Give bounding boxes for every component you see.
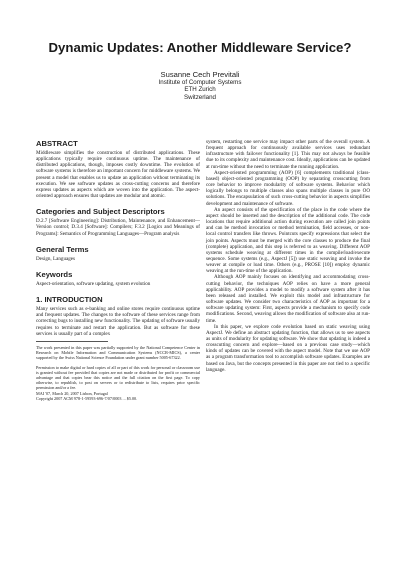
- affiliation-institute: Institute of Computer Systems: [158, 79, 242, 86]
- categories-text: D.2.7 [Software Engineering]: Distribution, Maintenance, and Enhancement—Version control; D.3.4 [Software]: Compilers; F.3.2 [Logics and Meanings of Programs]: Semantics of Programming Languages—Program analysis: [36, 218, 200, 237]
- general-terms-text: Design, Languages: [36, 255, 76, 262]
- author-name: Susanne Cech Previtali: [160, 70, 240, 79]
- body-paragraph: Although AOP mainly focuses on identifying and accommodating cross-cutting behavior, the techniques AOP relies on have a more general applicability. AOP provides a model to modify a software system after it has been released and installed. We exploit this model and infrastructure for software updates. We consider two characteristics of AOP as important for a software updating system: First, aspects provide a mechanism to specify code modifications. Second, weaving allows the modification of software also at run-time.: [206, 274, 370, 324]
- abstract-text: Middleware simplifies the construction of distributed applications. These applications typically require continuous uptime. The maintenance of distributed applications, though, imposes costly downtime. The evolution of software systems is therefore an important concern for middleware systems. We present a model that enables us to update an application without terminating its execution. We see software updates as cross-cutting concerns and therefore express updates as aspects which are woven into the application. The aspect-oriented approach ensures that updates are modular and atomic.: [36, 150, 200, 200]
- general-terms-heading: General Terms: [36, 244, 89, 254]
- conference-line: MAI '07, March 20, 2007 Lisbon, Portugal: [36, 390, 108, 396]
- body-paragraph: An aspect consists of the specification of the place in the code where the aspect should be inserted and the description of the additional code. The code locations that require additional action during execution are called join points and can be method invocation or method termination, field accesses, or non-local control transfers like throws. Pointcuts specify expressions that select the join points. Aspects must be merged with the core classes to produce the final (complete) application, and this step is referred to as weaving. Different AOP systems schedule weaving at different times in the compile/load/execute sequence. Some systems (e.g., AspectJ [5]) use static weaving and invoke the weaver at compile or load time. Others (e.g., PROSE [10]) employ dynamic weaving at the run-time of the application.: [206, 206, 370, 275]
- permission-notice: Permission to make digital or hard copies of all or part of this work for personal or classroom use is granted without fee provided that copies are not made or distributed for profit or commercial advantage and that copies bear this notice and the full citation on the first page. To copy otherwise, to republish, to post on servers or to redistribute to lists, requires prior specific permission and/or a fee.: [36, 365, 200, 391]
- affiliation-university: ETH Zurich: [184, 86, 216, 94]
- introduction-text: Many services such as e-banking and online stores require continuous uptime and frequent updates. The changes to the software of these services range from correcting bugs to installing new functionality. The updating of software usually requires to terminate and restart the application. But as software for these services is usually part of a complex: [36, 306, 200, 337]
- body-paragraph: system, restarting one service may impact other parts of the overall system. A frequent approach for continuously available services uses redundant infrastructure with failover functionality [1]. This may not always be feasible due to its complexity and maintenance cost. Ideally, applications can be updated at run-time without the need to terminate the running application.: [206, 139, 370, 170]
- categories-section: [36, 207, 200, 236]
- introduction-heading: 1. INTRODUCTION: [36, 295, 103, 305]
- left-column: [36, 139, 200, 401]
- general-terms-section: [36, 245, 200, 262]
- affiliation-country: Switzerland: [184, 93, 216, 101]
- funding-footnote: The work presented in this paper was partially supported by the National Competence Center in Research on Mobile Information and Communication Systems (NCCR-MICS), a center supported by the Swiss National Science Foundation under grant number 5005-67322.: [36, 344, 200, 360]
- abstract-section: [36, 139, 200, 199]
- copyright-line: Copyright 2007 ACM 978-1-59593-696-7/07/0003 ... $5.00.: [36, 395, 138, 401]
- categories-heading: Categories and Subject Descriptors: [36, 207, 165, 217]
- author-block: [0, 70, 400, 101]
- body-paragraph: Aspect-oriented programming (AOP) [6] complements traditional (class-based) object-oriented programming (OOP) by separating crosscutting from core behavior to improve modularity of software systems. Behavior which logically belongs to multiple classes also spans multiple classes in pure OO solutions. The encapsulation of such cross-cutting behavior in aspects simplifies development and maintenance of software.: [206, 169, 370, 207]
- keywords-text: Aspect-orientation, software updating, system evolution: [36, 280, 151, 287]
- body-paragraph: In this paper, we explore code evolution based on static weaving using AspectJ. We define an abstract updating function, that allows us to see aspects as units of modularity for updating software. We show that updating is indeed a crosscutting concern and explore—based on a previous case study—which kinds of updates can be covered with the aspect model. Note that we use AOP as a program transformation tool to accomplish software updates. Examples are based on Java, but the concepts presented in this paper are not tied to a specific language.: [206, 323, 370, 373]
- footnote-divider: [36, 341, 108, 342]
- abstract-heading: ABSTRACT: [36, 139, 78, 148]
- keywords-heading: Keywords: [36, 269, 73, 279]
- introduction-section: [36, 295, 200, 337]
- paper-title: Dynamic Updates: Another Middleware Service?: [48, 40, 352, 55]
- right-column: [206, 139, 370, 373]
- keywords-section: [36, 270, 200, 287]
